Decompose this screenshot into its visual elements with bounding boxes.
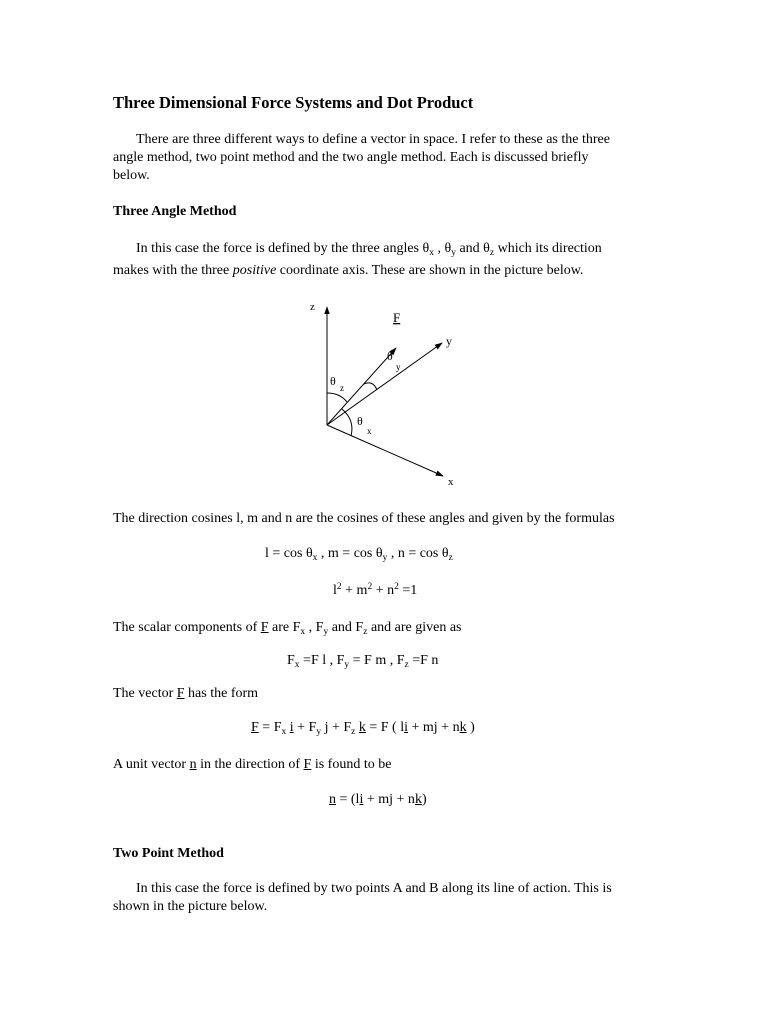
eq-run: , n = cos θ bbox=[387, 546, 449, 561]
subscript-y: y bbox=[316, 727, 322, 737]
two-point-line-2: shown in the picture below. bbox=[113, 899, 268, 914]
x-axis-label: x bbox=[448, 476, 454, 488]
vector-F: F bbox=[251, 720, 259, 735]
angle-arc-z bbox=[327, 393, 347, 402]
theta-z-subscript: z bbox=[340, 383, 344, 393]
subscript-y: y bbox=[382, 553, 388, 563]
eq-run: =1 bbox=[398, 583, 418, 598]
eq-run: ) bbox=[466, 720, 475, 735]
unit-vector-equation bbox=[329, 792, 427, 808]
text-run: , F bbox=[305, 620, 324, 635]
eq-run: + n bbox=[393, 792, 415, 807]
three-angle-paragraph bbox=[113, 240, 653, 280]
text-run: , θ bbox=[433, 241, 452, 256]
unit-k: k bbox=[358, 720, 366, 735]
cosines-identity-equation bbox=[333, 582, 417, 599]
eq-run: = F ( l bbox=[365, 720, 405, 735]
subscript-y: y bbox=[451, 248, 456, 258]
eq-run: = F m , F bbox=[349, 653, 405, 668]
unit-i: i bbox=[289, 720, 294, 735]
subscript-x: x bbox=[300, 627, 306, 637]
theta-z-label: θ bbox=[330, 374, 336, 388]
eq-run: + n bbox=[372, 583, 395, 598]
subscript-y: y bbox=[344, 660, 350, 670]
eq-run: =F n bbox=[408, 653, 439, 668]
text-run: The vector bbox=[113, 686, 177, 701]
y-axis-label: y bbox=[446, 334, 452, 348]
text-run: in the direction of bbox=[196, 757, 304, 772]
eq-run: + F bbox=[293, 720, 317, 735]
three-angle-heading: Three Angle Method bbox=[113, 204, 237, 219]
theta-x-label: θ bbox=[357, 414, 363, 428]
page-title: Three Dimensional Force Systems and Dot Product bbox=[113, 93, 474, 112]
theta-y-label: θ bbox=[387, 349, 393, 363]
text-run: and F bbox=[328, 620, 364, 635]
subscript-x: x bbox=[312, 553, 318, 563]
unit-k: k bbox=[414, 792, 422, 807]
eq-run: + m bbox=[363, 792, 390, 807]
eq-run: = (l bbox=[336, 792, 360, 807]
unit-vector-text bbox=[113, 756, 643, 774]
subscript-z: z bbox=[363, 627, 368, 637]
text-run: and are given as bbox=[367, 620, 462, 635]
unit-i: i bbox=[359, 792, 364, 807]
theta-x-subscript: x bbox=[367, 426, 372, 436]
eq-run: = F bbox=[258, 720, 282, 735]
two-point-line-1: In this case the force is defined by two points A and B along its line of action. This is bbox=[136, 881, 612, 896]
intro-line-3: below. bbox=[113, 168, 150, 183]
vector-form-equation bbox=[251, 720, 475, 737]
superscript-2: 2 bbox=[367, 582, 373, 592]
direction-cosines-equation bbox=[265, 546, 453, 563]
eq-run: , m = cos θ bbox=[317, 546, 383, 561]
unit-k: k bbox=[459, 720, 467, 735]
intro-line-1: There are three different ways to define a vector in space. I refer to these as the three bbox=[136, 132, 610, 147]
x-axis bbox=[327, 425, 443, 476]
text-run: is found to be bbox=[311, 757, 392, 772]
superscript-2: 2 bbox=[394, 582, 399, 592]
eq-run: + m bbox=[341, 583, 368, 598]
unit-vector-n: n bbox=[189, 757, 197, 772]
z-axis-label: z bbox=[310, 301, 315, 313]
eq-run: + m bbox=[407, 720, 434, 735]
vector-form-text bbox=[113, 685, 643, 703]
three-angle-diagram bbox=[300, 295, 470, 495]
emphasis-positive: positive bbox=[232, 263, 277, 278]
three-angle-line-2 bbox=[113, 262, 653, 280]
scalar-components-text bbox=[113, 619, 643, 641]
subscript-z: z bbox=[489, 248, 495, 258]
eq-run: + F bbox=[328, 720, 352, 735]
eq-run: l = cos θ bbox=[265, 546, 313, 561]
two-point-heading: Two Point Method bbox=[113, 846, 224, 861]
text-run: The scalar components of bbox=[113, 620, 261, 635]
unit-j: j bbox=[433, 720, 438, 735]
unit-j: j bbox=[389, 792, 394, 807]
text-run: coordinate axis. These are shown in the picture below. bbox=[276, 263, 584, 278]
text-run: makes with the three bbox=[113, 263, 233, 278]
subscript-x: x bbox=[294, 660, 300, 670]
unit-vector-n: n bbox=[329, 792, 336, 807]
two-point-paragraph bbox=[113, 880, 658, 916]
text-run: which its direction bbox=[494, 241, 602, 256]
eq-run: + n bbox=[437, 720, 460, 735]
subscript-x: x bbox=[281, 727, 287, 737]
superscript-2: 2 bbox=[336, 582, 342, 592]
unit-j: j bbox=[324, 720, 329, 735]
vector-F: F bbox=[260, 620, 269, 635]
vector-F: F bbox=[176, 686, 185, 701]
unit-i: i bbox=[404, 720, 408, 735]
subscript-y: y bbox=[323, 627, 329, 637]
eq-run: ) bbox=[421, 792, 427, 807]
text-run: and θ bbox=[455, 241, 490, 256]
text-run: In this case the force is defined by the three angles θ bbox=[136, 241, 430, 256]
eq-run: l bbox=[333, 583, 337, 598]
text-run: A unit vector bbox=[113, 757, 190, 772]
three-angle-line-1 bbox=[113, 240, 653, 262]
eq-run: F bbox=[287, 653, 295, 668]
eq-run: =F l , F bbox=[299, 653, 345, 668]
subscript-x: x bbox=[429, 248, 434, 258]
direction-cosines-text: The direction cosines l, m and n are the cosines of these angles and given by the formulas bbox=[113, 511, 615, 526]
y-axis bbox=[327, 343, 442, 425]
theta-y-subscript: y bbox=[396, 362, 401, 372]
subscript-z: z bbox=[351, 727, 356, 737]
force-label: F bbox=[393, 310, 401, 325]
text-run: has the form bbox=[184, 686, 259, 701]
intro-paragraph bbox=[113, 131, 643, 185]
subscript-z: z bbox=[404, 660, 409, 670]
subscript-z: z bbox=[448, 553, 453, 563]
angle-arc-y bbox=[364, 383, 377, 390]
text-run: are F bbox=[268, 620, 301, 635]
vector-F: F bbox=[303, 757, 312, 772]
intro-line-2: angle method, two point method and the two angle method. Each is discussed briefly bbox=[113, 150, 589, 165]
scalar-components-equation bbox=[287, 653, 438, 670]
